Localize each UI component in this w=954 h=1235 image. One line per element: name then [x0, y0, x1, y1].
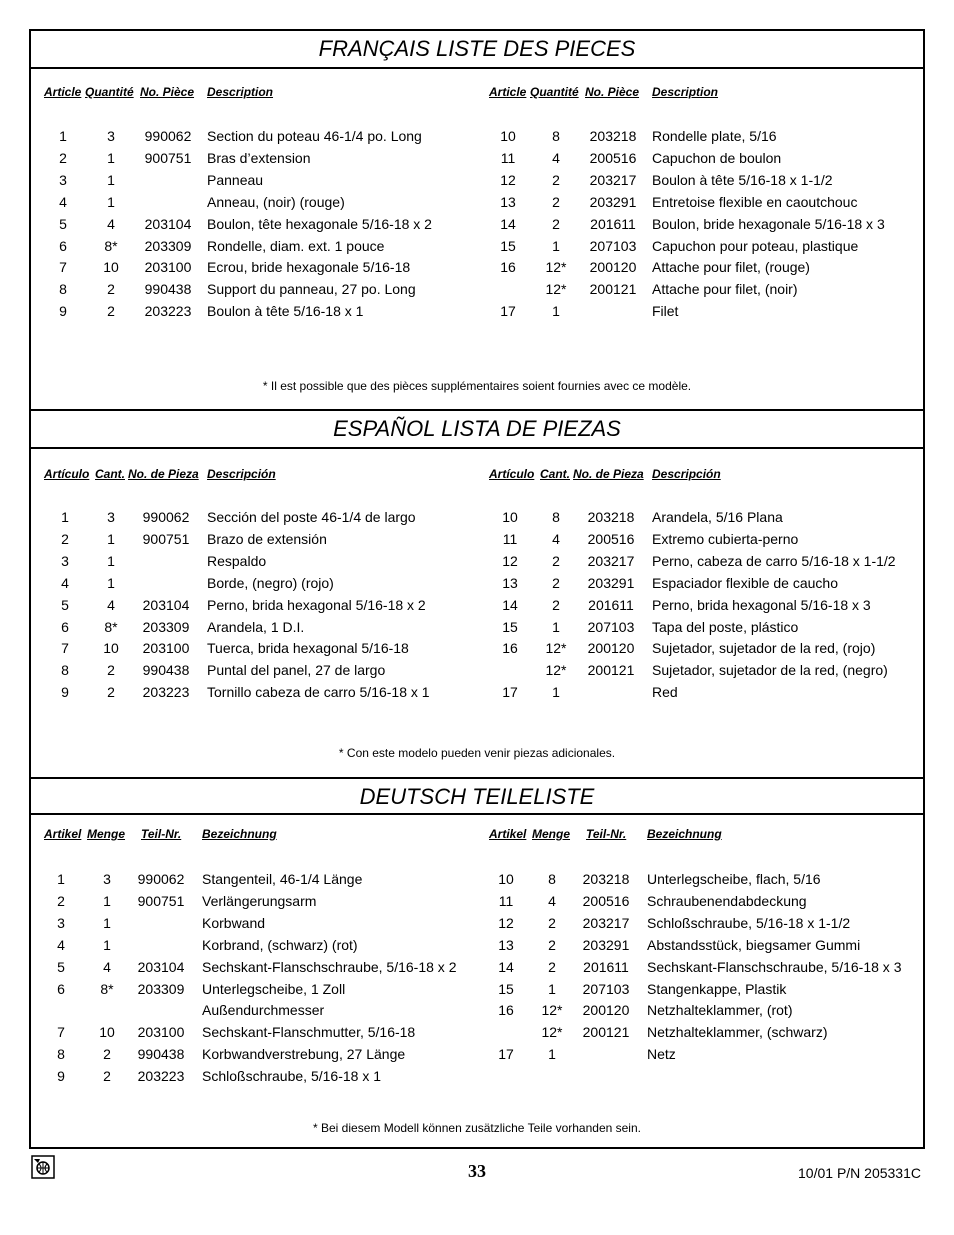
quantity: 2 [552, 574, 560, 591]
quantity: 1 [107, 193, 115, 210]
description: Sechskant-Flanschschraube, 5/16-18 x 2 [202, 958, 457, 975]
part-number-cell: 203309 [142, 618, 190, 635]
column-header: Menge [532, 827, 571, 841]
part-number-cell: 990438 [137, 1046, 185, 1063]
quantity: 1 [107, 552, 115, 569]
quantity: 2 [107, 281, 115, 298]
quantity: 1 [107, 574, 115, 591]
item-number: 7 [57, 1024, 65, 1041]
quantity: 12* [545, 281, 567, 298]
page-number: 33 [468, 1161, 486, 1181]
quantity: 1 [552, 303, 560, 320]
quantity: 12* [545, 662, 567, 679]
item-number: 5 [59, 215, 67, 232]
part-number-cell: 203100 [144, 259, 192, 276]
description: Tapa del poste, plástico [652, 618, 799, 635]
quantity: 12* [541, 1024, 563, 1041]
parts-list-frame [29, 29, 925, 1149]
description: Respaldo [207, 552, 267, 569]
description: Capuchon de boulon [652, 149, 782, 166]
item-number: 4 [61, 574, 69, 591]
quantity: 8 [548, 871, 556, 887]
column-header: No. Pièce [585, 85, 640, 99]
part-number-cell: 207103 [587, 618, 635, 635]
quantity: 8* [100, 980, 114, 997]
item-number: 1 [61, 509, 69, 525]
description: Attache pour filet, (rouge) [652, 259, 810, 276]
description: Boulon, tête hexagonale 5/16-18 x 2 [207, 215, 432, 232]
quantity: 1 [548, 980, 556, 997]
quantity: 1 [548, 1046, 556, 1063]
part-number-cell: 201611 [583, 958, 629, 975]
description: Sección del poste 46-1/4 de largo [207, 509, 416, 525]
quantity: 8 [552, 128, 560, 144]
description: Sujetador, sujetador de la red, (rojo) [652, 640, 876, 657]
column-header: No. de Pieza [128, 467, 199, 481]
description: Abstandsstück, biegsamer Gummi [647, 936, 861, 953]
item-number: 7 [59, 259, 67, 276]
column-header: Description [652, 85, 719, 99]
item-number: 11 [498, 892, 514, 909]
item-number: 15 [500, 237, 516, 254]
part-number-cell: 203217 [589, 171, 637, 188]
description: Boulon à tête 5/16-18 x 1-1/2 [652, 171, 833, 188]
column-header: Artículo [44, 467, 90, 481]
description: Unterlegscheibe, flach, 5/16 [647, 871, 821, 887]
part-number-cell: 203104 [144, 215, 192, 232]
item-number: 10 [500, 128, 516, 144]
part-number-cell: 990438 [144, 281, 192, 298]
column-header: Bezeichnung [202, 827, 277, 841]
part-number-cell: 207103 [589, 237, 637, 254]
description: Rondelle, diam. ext. 1 pouce [207, 237, 385, 254]
item-number: 5 [57, 958, 65, 975]
column-header: Article [44, 85, 82, 99]
item-number: 10 [498, 871, 514, 887]
description: Außendurchmesser [202, 1002, 325, 1019]
quantity: 12* [545, 640, 567, 657]
additional-parts-note: * Il est possible que des pièces supplémentaires soient fournies avec ce modèle. [262, 379, 692, 393]
quantity: 10 [99, 1024, 115, 1041]
part-number-cell: 200516 [587, 530, 635, 547]
item-number: 3 [57, 914, 65, 931]
quantity: 1 [552, 237, 560, 254]
item-number: 12 [502, 552, 518, 569]
item-number: 11 [500, 149, 516, 166]
part-number-cell: 200120 [589, 259, 637, 276]
item-number: 17 [498, 1046, 514, 1063]
item-number: 6 [57, 980, 65, 997]
quantity: 4 [103, 958, 111, 975]
quantity: 8* [104, 618, 118, 635]
quantity: 4 [107, 596, 115, 613]
part-number-cell: 200120 [587, 640, 635, 657]
part-number-cell: 200516 [589, 149, 637, 166]
description: Rondelle plate, 5/16 [652, 128, 777, 144]
description: Stangenkappe, Plastik [647, 980, 787, 997]
part-number-cell: 201611 [588, 596, 634, 613]
column-header: Quantité [85, 85, 134, 99]
item-number: 15 [498, 980, 514, 997]
column-header: Teil-Nr. [586, 827, 627, 841]
description: Perno, brida hexagonal 5/16-18 x 3 [652, 596, 871, 613]
description: Sechskant-Flanschmutter, 5/16-18 [202, 1024, 416, 1041]
quantity: 10 [103, 640, 119, 657]
item-number: 13 [502, 574, 518, 591]
item-number: 16 [498, 1002, 514, 1019]
description: Stangenteil, 46-1/4 Länge [202, 871, 363, 887]
quantity: 3 [107, 128, 115, 144]
column-header: Menge [87, 827, 126, 841]
item-number: 13 [500, 193, 516, 210]
item-number: 14 [498, 958, 514, 975]
quantity: 2 [552, 193, 560, 210]
part-number-cell: 203217 [587, 552, 635, 569]
column-header: Artículo [489, 467, 535, 481]
description: Borde, (negro) (rojo) [207, 574, 334, 591]
part-number-cell: 203218 [587, 509, 635, 525]
item-number: 4 [59, 193, 67, 210]
description: Perno, cabeza de carro 5/16-18 x 1-1/2 [652, 552, 896, 569]
item-number: 2 [59, 149, 67, 166]
french-section-title: FRANÇAIS LISTE DES PIECES [31, 31, 923, 69]
part-number-cell: 203291 [589, 193, 637, 210]
item-number: 7 [61, 640, 69, 657]
item-number: 1 [57, 871, 65, 887]
part-number-cell: 203291 [587, 574, 635, 591]
column-header: Description [207, 85, 274, 99]
item-number: 8 [61, 662, 69, 679]
description: Sechskant-Flanschschraube, 5/16-18 x 3 [647, 958, 902, 975]
description: Entretoise flexible en caoutchouc [652, 193, 858, 210]
item-number: 1 [59, 128, 67, 144]
description: Filet [652, 303, 679, 320]
description: Espaciador flexible de caucho [652, 574, 839, 591]
description: Schloßschraube, 5/16-18 x 1 [202, 1068, 381, 1085]
column-header: Article [489, 85, 527, 99]
part-number-cell: 900751 [137, 892, 185, 909]
part-number-cell: 200121 [589, 281, 637, 298]
item-number: 13 [498, 936, 514, 953]
quantity: 2 [103, 1046, 111, 1063]
item-number: 3 [61, 552, 69, 569]
item-number: 16 [502, 640, 518, 657]
item-number: 11 [502, 530, 518, 547]
quantity: 10 [103, 259, 119, 276]
description: Korbwandverstrebung, 27 Länge [202, 1046, 406, 1063]
item-number: 8 [59, 281, 67, 298]
quantity: 2 [552, 171, 560, 188]
part-number-cell: 203218 [582, 871, 630, 887]
quantity: 2 [548, 958, 556, 975]
description: Brazo de extensión [207, 530, 327, 547]
column-header: Bezeichnung [647, 827, 722, 841]
description: Sujetador, sujetador de la red, (negro) [652, 662, 888, 679]
spanish-parts-section [31, 449, 923, 779]
quantity: 2 [552, 215, 560, 232]
quantity: 4 [548, 892, 556, 909]
part-number-cell: 203104 [142, 596, 190, 613]
part-number-cell: 203309 [144, 237, 192, 254]
column-header: No. Pièce [140, 85, 195, 99]
description: Tuerca, brida hexagonal 5/16-18 [207, 640, 409, 657]
description: Puntal del panel, 27 de largo [207, 662, 386, 679]
part-number-cell: 203223 [142, 684, 190, 701]
part-number-cell: 203309 [137, 980, 185, 997]
part-number-cell: 200121 [582, 1024, 630, 1041]
quantity: 8 [552, 509, 560, 525]
description: Bras d’extension [207, 149, 311, 166]
description: Arandela, 5/16 Plana [652, 509, 783, 525]
column-header: Quantité [530, 85, 579, 99]
description: Extremo cubierta-perno [652, 530, 799, 547]
quantity: 2 [548, 936, 556, 953]
part-number-cell: 203291 [582, 936, 630, 953]
part-number-cell: 201611 [590, 215, 636, 232]
quantity: 4 [107, 215, 115, 232]
description: Attache pour filet, (noir) [652, 281, 798, 298]
item-number: 9 [57, 1068, 65, 1085]
column-header: No. de Pieza [573, 467, 644, 481]
item-number: 4 [57, 936, 65, 953]
quantity: 1 [552, 684, 560, 701]
part-number-cell: 203100 [142, 640, 190, 657]
quantity: 1 [103, 892, 111, 909]
item-number: 16 [500, 259, 516, 276]
part-number-cell: 200121 [587, 662, 635, 679]
french-parts-section [31, 69, 923, 411]
quantity: 3 [107, 509, 115, 525]
item-number: 6 [61, 618, 69, 635]
item-number: 12 [498, 914, 514, 931]
item-number: 12 [500, 171, 516, 188]
description: Anneau, (noir) (rouge) [207, 193, 345, 210]
column-header: Descripción [207, 467, 276, 481]
spanish-section-title: ESPAÑOL LISTA DE PIEZAS [31, 411, 923, 449]
part-number-cell: 200120 [582, 1002, 630, 1019]
description: Schloßschraube, 5/16-18 x 1-1/2 [647, 914, 851, 931]
quantity: 2 [552, 596, 560, 613]
german-parts-section [31, 815, 923, 1147]
item-number: 9 [59, 303, 67, 320]
part-number-cell: 900751 [144, 149, 192, 166]
description: Netzhalteklammer, (schwarz) [647, 1024, 828, 1041]
item-number: 17 [500, 303, 516, 320]
description: Boulon, bride hexagonale 5/16-18 x 3 [652, 215, 885, 232]
quantity: 1 [552, 618, 560, 635]
item-number: 14 [502, 596, 518, 613]
quantity: 1 [107, 171, 115, 188]
description: Ecrou, bride hexagonale 5/16-18 [207, 259, 411, 276]
description: Perno, brida hexagonal 5/16-18 x 2 [207, 596, 426, 613]
description: Unterlegscheibe, 1 Zoll [202, 980, 346, 997]
quantity: 3 [103, 871, 111, 887]
description: Netzhalteklammer, (rot) [647, 1002, 793, 1019]
description: Capuchon pour poteau, plastique [652, 237, 859, 254]
item-number: 5 [61, 596, 69, 613]
quantity: 1 [107, 530, 115, 547]
description: Verlängerungsarm [202, 892, 317, 909]
column-header: Descripción [652, 467, 721, 481]
description: Panneau [207, 171, 264, 188]
part-number-cell: 203223 [137, 1068, 185, 1085]
quantity: 4 [552, 149, 560, 166]
part-number: 10/01 P/N 205331C [798, 1165, 921, 1181]
description: Support du panneau, 27 po. Long [207, 281, 416, 298]
item-number: 3 [59, 171, 67, 188]
item-number: 14 [500, 215, 516, 232]
part-number-cell: 203223 [144, 303, 192, 320]
description: Arandela, 1 D.I. [207, 618, 305, 635]
description: Red [652, 684, 678, 701]
quantity: 2 [107, 662, 115, 679]
column-header: Cant. [95, 467, 125, 481]
quantity: 12* [545, 259, 567, 276]
item-number: 8 [57, 1046, 65, 1063]
description: Tornillo cabeza de carro 5/16-18 x 1 [207, 684, 430, 701]
quantity: 8* [104, 237, 118, 254]
column-header: Artikel [44, 827, 82, 841]
description: Section du poteau 46-1/4 po. Long [207, 128, 422, 144]
description: Netz [647, 1046, 676, 1063]
description: Korbrand, (schwarz) (rot) [202, 936, 358, 953]
quantity: 2 [107, 303, 115, 320]
description: Boulon à tête 5/16-18 x 1 [207, 303, 364, 320]
item-number: 2 [61, 530, 69, 547]
item-number: 15 [502, 618, 518, 635]
column-header: Cant. [540, 467, 570, 481]
part-number-cell: 900751 [142, 530, 190, 547]
german-section-title: DEUTSCH TEILELISTE [31, 779, 923, 815]
part-number-cell: 203218 [589, 128, 637, 144]
part-number-cell: 990438 [142, 662, 190, 679]
basketball-hoop-logo-icon [31, 1155, 55, 1179]
part-number-cell: 203104 [137, 958, 185, 975]
part-number-cell: 207103 [582, 980, 630, 997]
quantity: 4 [552, 530, 560, 547]
part-number-cell: 990062 [144, 128, 192, 144]
item-number: 6 [59, 237, 67, 254]
part-number-cell: 200516 [582, 892, 630, 909]
part-number-cell: 990062 [137, 871, 185, 887]
additional-parts-note: * Con este modelo pueden venir piezas adicionales. [338, 746, 616, 760]
quantity: 2 [107, 684, 115, 701]
part-number-cell: 990062 [142, 509, 190, 525]
part-number-cell: 203217 [582, 914, 630, 931]
quantity: 1 [103, 936, 111, 953]
column-header: Artikel [489, 827, 527, 841]
item-number: 17 [502, 684, 518, 701]
additional-parts-note: * Bei diesem Modell können zusätzliche Teile vorhanden sein. [313, 1121, 641, 1135]
quantity: 12* [541, 1002, 563, 1019]
quantity: 2 [548, 914, 556, 931]
quantity: 1 [107, 149, 115, 166]
item-number: 9 [61, 684, 69, 701]
item-number: 10 [502, 509, 518, 525]
description: Schraubenendabdeckung [647, 892, 807, 909]
column-header: Teil-Nr. [141, 827, 182, 841]
quantity: 1 [103, 914, 111, 931]
part-number-cell: 203100 [137, 1024, 185, 1041]
description: Korbwand [202, 914, 266, 931]
quantity: 2 [552, 552, 560, 569]
quantity: 2 [103, 1068, 111, 1085]
item-number: 2 [57, 892, 65, 909]
